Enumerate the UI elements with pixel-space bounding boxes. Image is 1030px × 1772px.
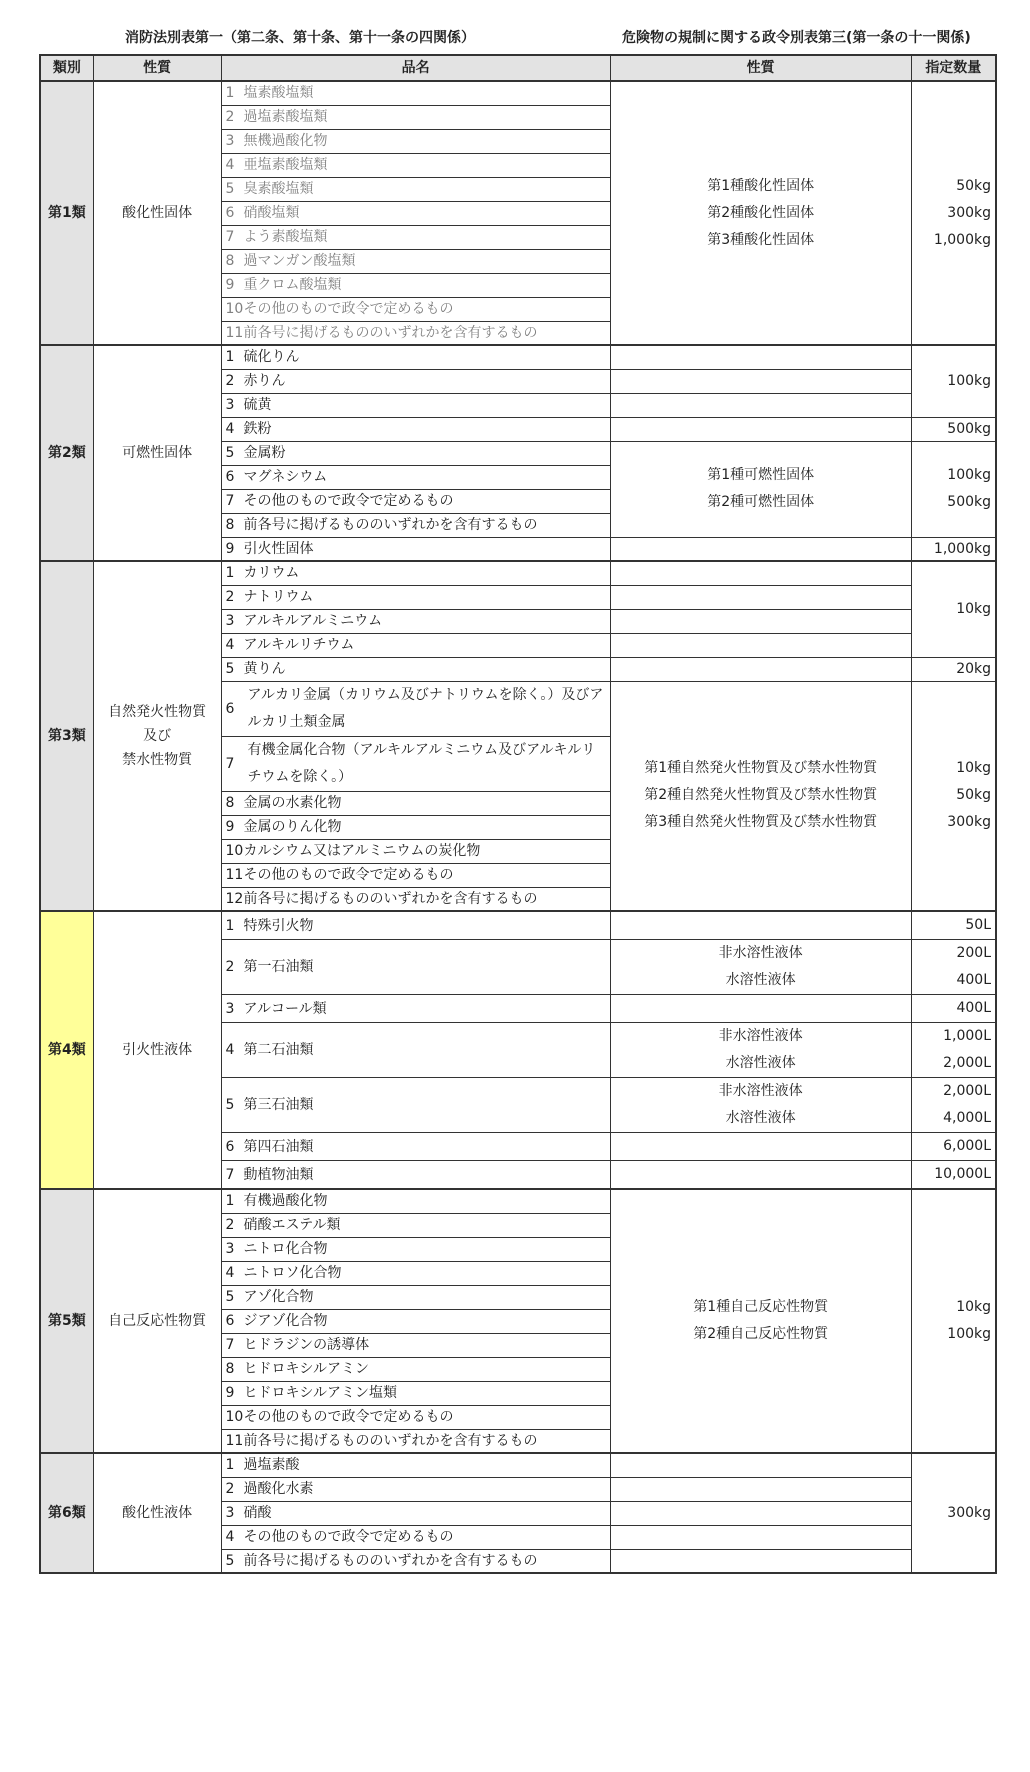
item-number: 4	[225, 1529, 235, 1545]
kind-cell	[610, 911, 911, 940]
item-name: 無機過酸化物	[243, 133, 328, 149]
quantity-cell: 500kg	[911, 417, 996, 441]
property-label	[93, 561, 221, 911]
item-name-cell	[221, 537, 610, 561]
class-label: 第5類	[40, 1189, 93, 1453]
item-name: ヒドラジンの誘導体	[243, 1337, 370, 1353]
quantity-cell-line: 1,000L	[943, 1028, 991, 1044]
kind-cell	[610, 1549, 911, 1573]
item-name-cell	[221, 1381, 610, 1405]
quantity-cell-line: 400L	[956, 1000, 991, 1016]
quantity-cell-line: 10kg	[956, 760, 991, 777]
item-name: 臭素酸塩類	[243, 181, 314, 197]
item-name-cell	[221, 1213, 610, 1237]
item-number: 1	[225, 1193, 235, 1210]
table-row	[40, 1453, 996, 1477]
kind-cell	[610, 633, 911, 657]
item-number: 8	[225, 795, 235, 811]
item-name-cell	[221, 1405, 610, 1429]
item-number: 12	[225, 890, 244, 907]
item-name: カリウム	[243, 565, 300, 582]
item-name-cell	[221, 1285, 610, 1309]
item-name-cell	[221, 393, 610, 417]
item-name: 第二石油類	[243, 1042, 314, 1058]
item-name-cell	[221, 657, 610, 681]
item-name: 鉄粉	[243, 421, 272, 437]
kind-cell	[610, 1133, 911, 1161]
kind-cell	[610, 681, 911, 911]
item-name: 硫黄	[243, 397, 272, 413]
item-name-cell	[221, 1161, 610, 1190]
item-name: その他のもので政令で定めるもの	[243, 1409, 454, 1425]
property-label	[93, 1453, 221, 1573]
table-row	[40, 1189, 996, 1213]
quantity-cell-line: 4,000L	[943, 1110, 991, 1126]
item-number: 6	[225, 700, 235, 717]
item-number: 9	[225, 540, 235, 557]
item-name: カルシウム又はアルミニウムの炭化物	[243, 843, 481, 859]
item-name-cell	[221, 369, 610, 393]
item-name: 過酸化水素	[243, 1481, 314, 1497]
item-name: 有機金属化合物（アルキルアルミニウム及びアルキルリチウムを除く。）	[247, 741, 596, 785]
item-name: 硝酸エステル類	[243, 1217, 341, 1233]
item-number: 2	[225, 589, 235, 605]
item-number: 11	[225, 867, 244, 883]
item-name: 過マンガン酸塩類	[243, 253, 356, 269]
property-line: 引火性液体	[122, 1042, 193, 1058]
item-name-cell	[221, 129, 610, 153]
kind-cell	[610, 81, 911, 345]
item-name: 第四石油類	[243, 1138, 314, 1155]
item-name: 過塩素酸	[243, 1457, 300, 1474]
kind-cell	[610, 1501, 911, 1525]
item-name-cell	[221, 441, 610, 465]
quantity-cell-line: 300kg	[947, 204, 991, 221]
item-number: 9	[225, 277, 235, 293]
item-number: 4	[225, 1265, 235, 1281]
property-label	[93, 345, 221, 561]
kind-cell	[610, 441, 911, 537]
kind-cell-line: 第1種可燃性固体	[707, 467, 815, 483]
table-row	[40, 345, 996, 369]
item-name-cell	[221, 609, 610, 633]
quantity-cell-line: 100kg	[947, 1326, 991, 1342]
kind-cell-line: 第1種自然発火性物質及び禁水性物質	[644, 760, 878, 777]
item-number: 8	[225, 517, 235, 533]
quantity-cell-line: 50kg	[956, 177, 991, 194]
item-name-cell	[221, 815, 610, 839]
item-name-cell	[221, 863, 610, 887]
item-name: 引火性固体	[243, 540, 314, 557]
item-number: 6	[225, 205, 235, 221]
item-name: その他のもので政令で定めるもの	[243, 493, 454, 509]
item-name: 硝酸塩類	[243, 205, 300, 221]
item-name-cell	[221, 249, 610, 273]
item-number: 6	[225, 469, 235, 485]
item-name-cell	[221, 297, 610, 321]
item-name: ニトロ化合物	[243, 1241, 328, 1257]
item-name: ナトリウム	[243, 589, 314, 605]
item-number: 10	[225, 843, 244, 859]
item-name-cell	[221, 225, 610, 249]
item-name-cell	[221, 736, 610, 791]
item-name-cell	[221, 791, 610, 815]
kind-cell	[610, 1477, 911, 1501]
kind-cell	[610, 1453, 911, 1477]
item-name: 有機過酸化物	[243, 1193, 328, 1210]
kind-cell-line: 水溶性液体	[725, 1055, 796, 1071]
item-name: ヒドロキシルアミン塩類	[243, 1385, 398, 1401]
item-number: 5	[225, 1552, 235, 1569]
quantity-cell-line: 50kg	[956, 787, 991, 804]
item-number: 4	[225, 637, 235, 653]
item-name-cell	[221, 1429, 610, 1453]
item-name-cell	[221, 940, 610, 995]
item-name-cell	[221, 1549, 610, 1573]
kind-cell	[610, 1161, 911, 1190]
table-row hl	[40, 911, 996, 940]
kind-cell-line: 第2種自己反応性物質	[693, 1326, 829, 1342]
item-number: 7	[225, 755, 235, 772]
kind-cell-line: 第2種可燃性固体	[707, 494, 815, 510]
item-name: 金属粉	[243, 445, 286, 461]
item-name-cell	[221, 465, 610, 489]
item-name-cell	[221, 81, 610, 105]
item-name-cell	[221, 1189, 610, 1213]
item-number: 10	[225, 301, 244, 317]
quantity-cell-line: 6,000L	[943, 1138, 991, 1154]
item-name-cell	[221, 1333, 610, 1357]
kind-cell	[610, 1078, 911, 1133]
item-name-cell	[221, 1133, 610, 1161]
item-number: 2	[225, 109, 235, 125]
kind-cell-line: 水溶性液体	[725, 972, 796, 988]
kind-cell-line: 第2種自然発火性物質及び禁水性物質	[644, 787, 878, 804]
item-name-cell	[221, 1261, 610, 1285]
item-number: 2	[225, 1481, 235, 1497]
table-row	[40, 561, 996, 585]
item-number: 7	[225, 493, 235, 509]
item-number: 1	[225, 85, 235, 102]
quantity-cell	[911, 995, 996, 1023]
quantity-cell	[911, 1078, 996, 1133]
quantity-cell: 20kg	[911, 657, 996, 681]
kind-cell	[610, 1023, 911, 1078]
quantity-cell	[911, 1133, 996, 1161]
item-name-cell	[221, 273, 610, 297]
quantity-cell-line: 300kg	[947, 814, 991, 831]
class-label: 第6類	[40, 1453, 93, 1573]
kind-cell	[610, 1189, 911, 1453]
quantity-cell-line: 2,000L	[943, 1083, 991, 1099]
item-name: 前各号に掲げるもののいずれかを含有するもの	[243, 890, 538, 907]
kind-cell	[610, 561, 911, 585]
item-name-cell	[221, 1501, 610, 1525]
column-header-kind: 性質	[610, 55, 911, 81]
quantity-cell: 1,000kg	[911, 537, 996, 561]
kind-cell	[610, 940, 911, 995]
item-name-cell	[221, 513, 610, 537]
column-header-quantity: 指定数量	[911, 55, 996, 81]
item-name-cell	[221, 1237, 610, 1261]
item-name: マグネシウム	[243, 469, 328, 485]
item-number: 5	[225, 661, 235, 677]
quantity-cell: 10kg	[911, 561, 996, 657]
item-name: 過塩素酸塩類	[243, 109, 328, 125]
item-number: 3	[225, 397, 235, 413]
quantity-cell-line: 2,000L	[943, 1055, 991, 1071]
item-name-cell	[221, 1309, 610, 1333]
item-name: 塩素酸塩類	[243, 85, 314, 102]
kind-cell	[610, 369, 911, 393]
quantity-cell-line: 1,000kg	[933, 231, 991, 248]
item-name: 硝酸	[243, 1505, 272, 1521]
item-number: 2	[225, 1217, 235, 1233]
property-label	[93, 1189, 221, 1453]
kind-cell-line: 非水溶性液体	[718, 945, 803, 961]
item-name: ジアゾ化合物	[243, 1313, 328, 1329]
item-name-cell	[221, 1525, 610, 1549]
item-number: 8	[225, 1361, 235, 1377]
item-name: アゾ化合物	[243, 1289, 314, 1305]
quantity-cell-line: 400L	[956, 972, 991, 988]
quantity-cell: 300kg	[911, 1453, 996, 1573]
kind-cell-line: 第2種酸化性固体	[707, 204, 815, 221]
class-label: 第1類	[40, 81, 93, 345]
item-name: 赤りん	[243, 373, 286, 389]
kind-cell-line: 第1種自己反応性物質	[693, 1299, 829, 1315]
table-header-row	[40, 55, 996, 81]
item-name-cell	[221, 1078, 610, 1133]
item-name: 前各号に掲げるもののいずれかを含有するもの	[243, 1432, 538, 1449]
kind-cell	[610, 609, 911, 633]
item-name-cell	[221, 1023, 610, 1078]
item-name-cell	[221, 417, 610, 441]
kind-cell-line: 第1種酸化性固体	[707, 177, 815, 194]
item-name-cell	[221, 995, 610, 1023]
item-number: 5	[225, 1097, 235, 1113]
item-name-cell	[221, 345, 610, 369]
column-header-property: 性質	[93, 55, 221, 81]
property-line: 酸化性液体	[122, 1505, 193, 1521]
quantity-cell	[911, 1023, 996, 1078]
item-name-cell	[221, 911, 610, 940]
item-name-cell	[221, 177, 610, 201]
item-number: 1	[225, 349, 235, 366]
kind-cell	[610, 585, 911, 609]
quantity-cell	[911, 940, 996, 995]
quantity-cell-line: 10,000L	[934, 1166, 991, 1182]
item-number: 4	[225, 1042, 235, 1058]
item-number: 9	[225, 1385, 235, 1401]
item-name-cell	[221, 153, 610, 177]
item-name: 重クロム酸塩類	[243, 277, 342, 293]
item-number: 4	[225, 157, 235, 173]
item-number: 1	[225, 565, 235, 582]
item-name: ニトロソ化合物	[243, 1265, 342, 1281]
quantity-cell	[911, 1161, 996, 1190]
item-name-cell	[221, 489, 610, 513]
property-label	[93, 81, 221, 345]
item-wrap-box	[226, 682, 606, 736]
kind-cell	[610, 995, 911, 1023]
item-number: 5	[225, 1289, 235, 1305]
quantity-cell: 100kg	[911, 345, 996, 417]
item-number: 3	[225, 613, 235, 629]
item-number: 10	[225, 1409, 244, 1425]
item-number: 7	[225, 229, 235, 245]
item-name: 金属のりん化物	[243, 819, 342, 835]
item-name: 第一石油類	[243, 959, 314, 975]
item-number: 11	[225, 1432, 244, 1449]
item-number: 8	[225, 253, 235, 269]
table-row	[40, 81, 996, 105]
item-number: 11	[225, 324, 244, 341]
item-number: 5	[225, 445, 235, 461]
item-name: アルキルアルミニウム	[243, 613, 383, 629]
quantity-cell-line: 200L	[956, 945, 991, 961]
item-number: 1	[225, 1457, 235, 1474]
item-name: アルコール類	[243, 1000, 327, 1017]
item-name: 前各号に掲げるもののいずれかを含有するもの	[243, 324, 538, 341]
kind-cell-line: 第3種酸化性固体	[707, 231, 815, 248]
item-number: 2	[225, 959, 235, 975]
quantity-cell-line: 50L	[965, 917, 991, 933]
item-name-cell	[221, 1453, 610, 1477]
left-table-title: 消防法別表第一（第二条、第十条、第十一条の四関係）	[125, 30, 475, 46]
property-line: 自己反応性物質	[108, 1313, 207, 1329]
item-name-cell	[221, 839, 610, 863]
item-number: 2	[225, 373, 235, 389]
item-number: 6	[225, 1313, 235, 1329]
item-name-cell	[221, 1477, 610, 1501]
class-label: 第2類	[40, 345, 93, 561]
quantity-cell	[911, 1189, 996, 1453]
kind-cell	[610, 417, 911, 441]
item-number: 7	[225, 1166, 235, 1183]
property-line: 可燃性固体	[122, 445, 193, 461]
kind-cell-line: 水溶性液体	[725, 1110, 796, 1126]
item-name-cell	[221, 585, 610, 609]
item-name-cell	[221, 561, 610, 585]
item-name-cell	[221, 1357, 610, 1381]
class-label: 第3類	[40, 561, 93, 911]
item-name: よう素酸塩類	[243, 229, 328, 245]
item-name: 亜塩素酸塩類	[243, 157, 328, 173]
item-number: 5	[225, 181, 235, 197]
item-name: 前各号に掲げるもののいずれかを含有するもの	[243, 517, 538, 533]
property-label	[93, 911, 221, 1189]
kind-cell-line: 非水溶性液体	[718, 1083, 803, 1099]
kind-cell	[610, 345, 911, 369]
item-name-cell	[221, 887, 610, 911]
item-name: 動植物油類	[243, 1166, 314, 1183]
column-header-class: 類別	[40, 55, 93, 81]
quantity-cell	[911, 441, 996, 537]
item-number: 7	[225, 1337, 235, 1353]
kind-cell	[610, 537, 911, 561]
item-number: 3	[225, 1000, 235, 1017]
item-name: その他のもので政令で定めるもの	[243, 1529, 454, 1545]
item-name: 特殊引火物	[243, 917, 314, 934]
quantity-cell	[911, 81, 996, 345]
property-line: 自然発火性物質	[108, 704, 207, 720]
item-name: アルキルリチウム	[243, 637, 355, 653]
quantity-cell-line: 500kg	[947, 494, 991, 510]
item-name: 第三石油類	[243, 1097, 314, 1113]
class-label: 第4類	[40, 911, 93, 1189]
item-number: 6	[225, 1138, 235, 1155]
item-name: ヒドロキシルアミン	[243, 1361, 370, 1377]
property-line: 酸化性固体	[122, 205, 193, 221]
item-name-cell	[221, 681, 610, 736]
kind-cell-line: 第3種自然発火性物質及び禁水性物質	[644, 814, 878, 831]
quantity-cell	[911, 681, 996, 911]
item-number: 3	[225, 1241, 235, 1257]
kind-cell-line: 非水溶性液体	[718, 1028, 803, 1044]
kind-cell	[610, 1525, 911, 1549]
property-line: 禁水性物質	[122, 752, 193, 768]
quantity-cell-line: 10kg	[956, 1299, 991, 1315]
item-number: 9	[225, 819, 235, 835]
kind-cell	[610, 393, 911, 417]
item-name: 前各号に掲げるもののいずれかを含有するもの	[243, 1552, 538, 1569]
right-table-title: 危険物の規制に関する政令別表第三(第一条の十一関係)	[622, 30, 971, 46]
item-name: 金属の水素化物	[243, 795, 342, 811]
item-name-cell	[221, 633, 610, 657]
item-name: 硫化りん	[243, 349, 300, 366]
item-name: その他のもので政令で定めるもの	[243, 867, 454, 883]
property-line: 及び	[143, 728, 172, 744]
column-header-item-name: 品名	[221, 55, 610, 81]
item-name: 黄りん	[243, 661, 286, 677]
item-name-cell	[221, 321, 610, 345]
quantity-cell	[911, 911, 996, 940]
item-name-cell	[221, 201, 610, 225]
item-name: その他のもので政令で定めるもの	[243, 301, 454, 317]
kind-cell	[610, 657, 911, 681]
item-name-cell	[221, 105, 610, 129]
item-wrap-box	[226, 737, 606, 791]
quantity-cell-line: 100kg	[947, 467, 991, 483]
item-number: 1	[225, 917, 235, 934]
hazardous-materials-table	[39, 54, 997, 1574]
item-name: アルカリ金属（カリウム及びナトリウムを除く。）及びアルカリ土類金属	[247, 686, 604, 730]
item-number: 3	[225, 1505, 235, 1521]
item-number: 4	[225, 421, 235, 437]
item-number: 3	[225, 133, 235, 149]
